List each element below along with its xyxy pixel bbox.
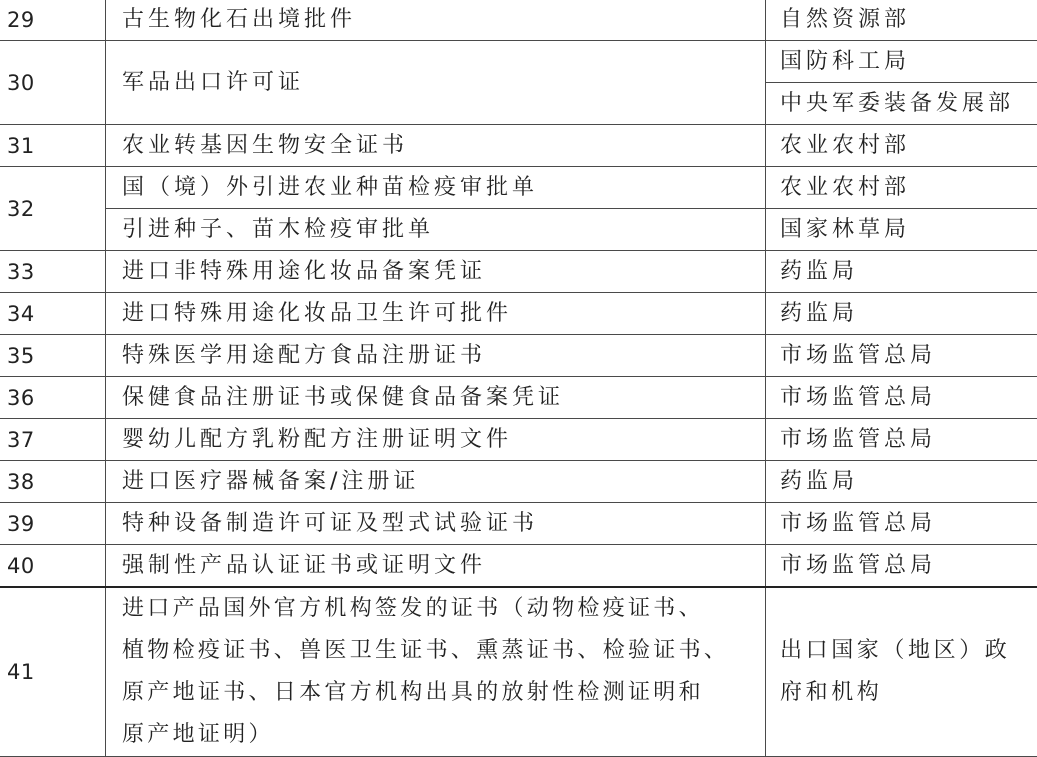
issuing-agency: 市场监管总局 [766,335,1037,377]
issuing-agency-line: 府和机构 [780,672,1037,714]
table-row [0,125,1037,167]
row-number: 31 [0,125,106,167]
issuing-agency: 市场监管总局 [766,545,1037,588]
document-name-line: 植物检疫证书、兽医卫生证书、熏蒸证书、检验证书、 [122,630,765,672]
table-row [0,545,1037,588]
document-name: 特殊医学用途配方食品注册证书 [106,335,766,377]
document-name: 强制性产品认证证书或证明文件 [106,545,766,588]
issuing-agency: 国家林草局 [766,209,1037,251]
table-row [0,587,1037,757]
document-name: 国（境）外引进农业种苗检疫审批单 [106,167,766,209]
issuing-agency: 市场监管总局 [766,503,1037,545]
document-name: 农业转基因生物安全证书 [106,125,766,167]
row-number: 32 [0,167,106,251]
row-number: 41 [0,587,106,757]
document-name: 引进种子、苗木检疫审批单 [106,209,766,251]
row-number: 35 [0,335,106,377]
table-row [0,461,1037,503]
document-name: 进口特殊用途化妆品卫生许可批件 [106,293,766,335]
issuing-agency: 农业农村部 [766,167,1037,209]
issuing-agency: 国防科工局 [766,41,1037,83]
row-number: 39 [0,503,106,545]
document-name: 古生物化石出境批件 [106,0,766,41]
issuing-agency: 市场监管总局 [766,377,1037,419]
document-name: 保健食品注册证书或保健食品备案凭证 [106,377,766,419]
issuing-agency: 中央军委装备发展部 [766,83,1037,125]
issuing-agency: 药监局 [766,461,1037,503]
row-number: 33 [0,251,106,293]
document-name [106,587,766,757]
row-number: 29 [0,0,106,41]
table-row [0,209,1037,251]
table-row [0,0,1037,41]
issuing-agency: 药监局 [766,293,1037,335]
issuing-agency: 自然资源部 [766,0,1037,41]
row-number: 34 [0,293,106,335]
table-row [0,503,1037,545]
row-number: 40 [0,545,106,588]
document-name-line: 原产地证书、日本官方机构出具的放射性检测证明和 [122,672,765,714]
row-number: 36 [0,377,106,419]
table-row [0,293,1037,335]
row-number: 38 [0,461,106,503]
issuing-agency-line: 出口国家（地区）政 [780,630,1037,672]
row-number: 37 [0,419,106,461]
issuing-agency: 市场监管总局 [766,419,1037,461]
document-name: 军品出口许可证 [106,41,766,125]
document-name-line: 进口产品国外官方机构签发的证书（动物检疫证书、 [122,588,765,630]
table-row [0,419,1037,461]
issuing-agency [766,587,1037,757]
issuing-agency: 农业农村部 [766,125,1037,167]
row-number: 30 [0,41,106,125]
table-row [0,41,1037,83]
document-name: 婴幼儿配方乳粉配方注册证明文件 [106,419,766,461]
table-row [0,377,1037,419]
table-row [0,335,1037,377]
document-name: 进口非特殊用途化妆品备案凭证 [106,251,766,293]
table-row [0,251,1037,293]
document-name-line: 原产地证明） [122,714,765,756]
issuing-agency: 药监局 [766,251,1037,293]
document-name: 特种设备制造许可证及型式试验证书 [106,503,766,545]
document-name: 进口医疗器械备案/注册证 [106,461,766,503]
table-row [0,167,1037,209]
